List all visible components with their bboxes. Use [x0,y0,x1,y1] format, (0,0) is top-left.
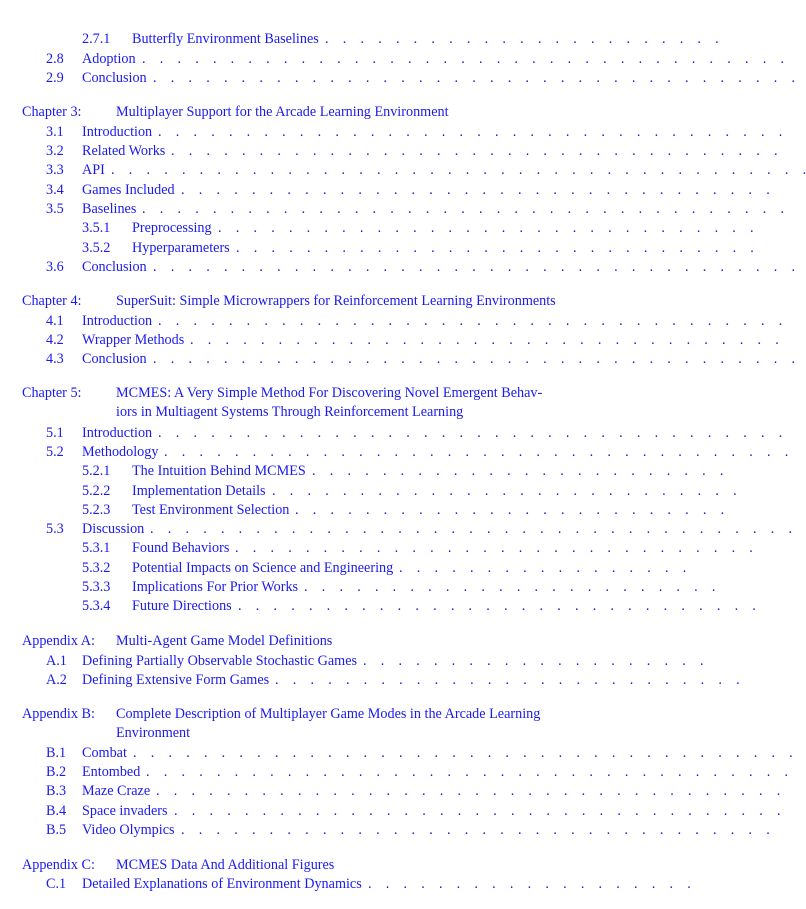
toc-entry[interactable] [0,652,704,671]
toc-entry-title[interactable]: Implications For Prior Works [132,579,299,595]
toc-entry-number: A.1 [46,653,67,669]
dot-leader: . . . . . . . . . . . . . . . . . . . . . . . . . [295,502,725,518]
toc-entry-title[interactable]: Test Environment Selection [132,502,290,518]
toc-entry-number: B.1 [46,745,67,761]
dot-leader: . . . . . . . . . . . . . . . . . . . . . . . . . . . [272,483,737,499]
toc-entry-number: 5.2.3 [82,502,111,518]
dot-leader: . . . . . . . . . . . . . . . . . . . . . . . . . . . . . . . . . . . . [158,124,783,140]
toc-entry-number: 5.3.1 [82,540,111,556]
toc-chapter-heading[interactable] [0,103,615,122]
toc-entry[interactable] [0,181,770,200]
toc-entry-title[interactable]: Discussion [82,521,145,537]
toc-entry[interactable] [0,782,781,801]
toc-entry-title[interactable]: Adoption [82,51,136,67]
toc-entry[interactable] [0,744,793,763]
dot-leader: . . . . . . . . . . . . . . . . . . . . . . . . . . . . . . . . . . . [174,803,781,819]
toc-entry[interactable] [0,123,783,142]
toc-entry-number: 5.3.4 [82,598,111,614]
toc-entry-number: 5.3.3 [82,579,111,595]
toc-entry[interactable] [0,331,779,350]
toc-entry-title[interactable]: Conclusion [82,70,147,86]
toc-entry-title[interactable]: Introduction [82,425,153,441]
toc-entry[interactable] [0,350,795,369]
dot-leader: . . . . . . . . . . . . . . . . . . . . . . . . . . . . . . [235,540,753,556]
dot-leader: . . . . . . . . . . . . . . . . . . . . . . . . . . . . . . . . . . . . . [153,70,795,86]
toc-entry-number: Appendix A: [22,633,95,649]
dot-leader: . . . . . . . . . . . . . . . . . . . . . . . . . . . . . . . . . . . [171,143,778,159]
toc-entry-title[interactable]: Multi-Agent Game Model Definitions [116,633,333,649]
toc-entry-number: B.2 [46,764,67,780]
toc-entry-title[interactable]: SuperSuit: Simple Microwrappers for Reinforcement Learning Environments [116,293,556,309]
toc-entry[interactable] [0,821,770,840]
toc-entry[interactable] [0,142,778,161]
dot-leader: . . . . . . . . . . . . . . . . . . . . . . . . . . . . . . . . . . [181,822,770,838]
toc-entry-number: 3.2 [46,143,64,159]
toc-entry-number: 2.9 [46,70,64,86]
dot-leader: . . . . . . . . . . . . . . . . . . . . . . . . . . . . . . . . . . [190,332,779,348]
toc-entry[interactable] [0,520,792,539]
toc-entry-title[interactable]: Maze Craze [82,783,151,799]
toc-entry-title[interactable]: MCMES Data And Additional Figures [116,857,335,873]
toc-entry[interactable] [0,802,781,821]
toc-entry-title[interactable]: Games Included [82,182,175,198]
toc-entry[interactable] [0,312,783,331]
dot-leader: . . . . . . . . . . . . . . . . . . . . . . . . . . . . . . [236,240,754,256]
dot-leader: . . . . . . . . . . . . . . . . . . . . . . . . . . . . . . [238,598,756,614]
toc-entry[interactable] [0,30,719,49]
dot-leader: . . . . . . . . . . . . . . . . . . . . . . . . . . . . . . . . . . . . . [146,764,788,780]
toc-entry-title[interactable]: Preprocessing [132,220,212,236]
dot-leader: . . . . . . . . . . . . . . . . . [399,560,687,576]
toc-entry-number: Appendix B: [22,706,95,722]
toc-entry[interactable] [0,258,795,277]
toc-entry-title[interactable]: Video Olympics [82,822,175,838]
toc-entry-number: 2.8 [46,51,64,67]
toc-entry-title[interactable]: Combat [82,745,127,761]
toc-entry-title[interactable]: Entombed [82,764,141,780]
dot-leader: . . . . . . . . . . . . . . . . . . . . . . . . . . . . . . . . . . [181,182,770,198]
toc-entry-title[interactable]: Introduction [82,124,153,140]
toc-entry[interactable] [0,559,687,578]
dot-leader: . . . . . . . . . . . . . . . . . . . . . . . . . . . . . . . [218,220,754,236]
toc-appendix-heading[interactable] [0,856,615,875]
toc-entry[interactable] [0,539,753,558]
toc-entry-title[interactable]: Hyperparameters [132,240,230,256]
toc-entry[interactable] [0,597,756,616]
toc-entry[interactable] [0,462,724,481]
toc-entry-title[interactable]: Complete Description of Multiplayer Game Modes in the Arcade Learning [116,706,541,722]
toc-entry-title[interactable]: Conclusion [82,351,147,367]
toc-entry-number: B.3 [46,783,67,799]
toc-entry-title[interactable]: Defining Partially Observable Stochastic Games [82,653,358,669]
toc-entry[interactable] [0,69,795,88]
toc-entry-title[interactable]: Found Behaviors [132,540,230,556]
dot-leader: . . . . . . . . . . . . . . . . . . . . . . . . . . . . . . . . . . . . [156,783,781,799]
toc-entry-number: 3.5.2 [82,240,111,256]
toc-entry[interactable] [0,482,737,501]
toc-entry-number: 4.2 [46,332,64,348]
toc-entry-title[interactable]: Related Works [82,143,166,159]
toc-entry-number: B.5 [46,822,67,838]
toc-entry[interactable] [0,200,784,219]
toc-entry-title-continued[interactable]: iors in Multiagent Systems Through Reinforcement Learning [116,404,464,420]
toc-entry-title[interactable]: Conclusion [82,259,147,275]
toc-entry-number: C.1 [46,876,67,892]
dot-leader: . . . . . . . . . . . . . . . . . . . . . . . . . . . . . . . . . . . . . [153,259,795,275]
toc-entry[interactable] [0,239,754,258]
toc-entry-number: A.2 [46,672,67,688]
dot-leader: . . . . . . . . . . . . . . . . . . . . . . . . . . . . . . . . . . . . . [150,521,792,537]
toc-entry[interactable] [0,501,725,520]
toc-entry-number: 3.6 [46,259,64,275]
toc-entry-number: 5.2.2 [82,483,111,499]
toc-entry-number: 3.5.1 [82,220,111,236]
toc-chapter-heading[interactable] [0,384,615,420]
toc-entry-title[interactable]: Potential Impacts on Science and Engineering [132,560,394,576]
toc-appendix-heading[interactable] [0,632,615,651]
toc-entry-number: 5.1 [46,425,64,441]
toc-entry-title[interactable]: Space invaders [82,803,168,819]
toc-entry[interactable] [0,219,754,238]
toc-chapter-heading[interactable] [0,292,615,311]
toc-appendix-heading[interactable] [0,705,615,741]
dot-leader: . . . . . . . . . . . . . . . . . . . . [363,653,704,669]
toc-entry[interactable] [0,161,806,180]
dot-leader: . . . . . . . . . . . . . . . . . . . . . . . . . . . . . . . . . . . . . . . . [111,162,806,178]
toc-entry-title[interactable]: Introduction [82,313,153,329]
toc-entry-number: 4.3 [46,351,64,367]
toc-entry[interactable] [0,763,788,782]
toc-entry-title[interactable]: Detailed Explanations of Environment Dynamics [82,876,362,892]
toc-entry-number: 5.3 [46,521,64,537]
toc-entry-title[interactable]: Multiplayer Support for the Arcade Learning Environment [116,104,449,120]
toc-entry-number: 5.3.2 [82,560,111,576]
toc-entry[interactable] [0,50,784,69]
toc-entry-title[interactable]: MCMES: A Very Simple Method For Discovering Novel Emergent Behav- [116,385,543,401]
toc-entry-number: Chapter 5: [22,385,82,401]
dot-leader: . . . . . . . . . . . . . . . . . . . . . . . [325,31,719,47]
toc-entry-number: 2.7.1 [82,31,111,47]
toc-entry-title[interactable]: Butterfly Environment Baselines [132,31,319,47]
toc-entry-number: Chapter 3: [22,104,82,120]
dot-leader: . . . . . . . . . . . . . . . . . . . [368,876,691,892]
dot-leader: . . . . . . . . . . . . . . . . . . . . . . . . . . . [275,672,740,688]
toc-entry-number: 3.3 [46,162,64,178]
dot-leader: . . . . . . . . . . . . . . . . . . . . . . . . . . . . . . . . . . . . [158,313,783,329]
toc-entry[interactable] [0,443,789,462]
toc-entry-title[interactable]: Defining Extensive Form Games [82,672,270,688]
dot-leader: . . . . . . . . . . . . . . . . . . . . . . . . . . . . . . . . . . . . . [142,51,784,67]
toc-entry-number: Chapter 4: [22,293,82,309]
toc-entry-title[interactable]: Wrapper Methods [82,332,185,348]
dot-leader: . . . . . . . . . . . . . . . . . . . . . . . . . . . . . . . . . . . . [158,425,783,441]
toc-entry-title[interactable]: Implementation Details [132,483,266,499]
dot-leader: . . . . . . . . . . . . . . . . . . . . . . . . . . . . . . . . . . . . . [153,351,795,367]
toc-entry-title[interactable]: Future Directions [132,598,232,614]
toc-entry-number: 3.4 [46,182,64,198]
toc-entry[interactable] [0,875,691,894]
dot-leader: . . . . . . . . . . . . . . . . . . . . . . . . . . . . . . . . . . . . . . [133,745,793,761]
dot-leader: . . . . . . . . . . . . . . . . . . . . . . . . [312,463,724,479]
toc-entry[interactable] [0,424,783,443]
toc-entry-title[interactable]: The Intuition Behind MCMES [132,463,306,479]
dot-leader: . . . . . . . . . . . . . . . . . . . . . . . . [304,579,716,595]
toc-entry-number: 3.5 [46,201,64,217]
toc-entry-number: 4.1 [46,313,64,329]
toc-entry-title[interactable]: API [82,162,105,178]
dot-leader: . . . . . . . . . . . . . . . . . . . . . . . . . . . . . . . . . . . . . [142,201,784,217]
toc-entry-number: 5.2 [46,444,64,460]
toc-entry-number: B.4 [46,803,67,819]
dot-leader: . . . . . . . . . . . . . . . . . . . . . . . . . . . . . . . . . . . . [164,444,789,460]
toc-entry-title[interactable]: Methodology [82,444,159,460]
toc-entry-number: 5.2.1 [82,463,111,479]
toc-entry[interactable] [0,671,740,690]
toc-entry-number: Appendix C: [22,857,95,873]
toc-entry-number: 3.1 [46,124,64,140]
toc-entry[interactable] [0,578,716,597]
toc-entry-title[interactable]: Baselines [82,201,137,217]
toc-entry-title-continued[interactable]: Environment [116,725,191,741]
